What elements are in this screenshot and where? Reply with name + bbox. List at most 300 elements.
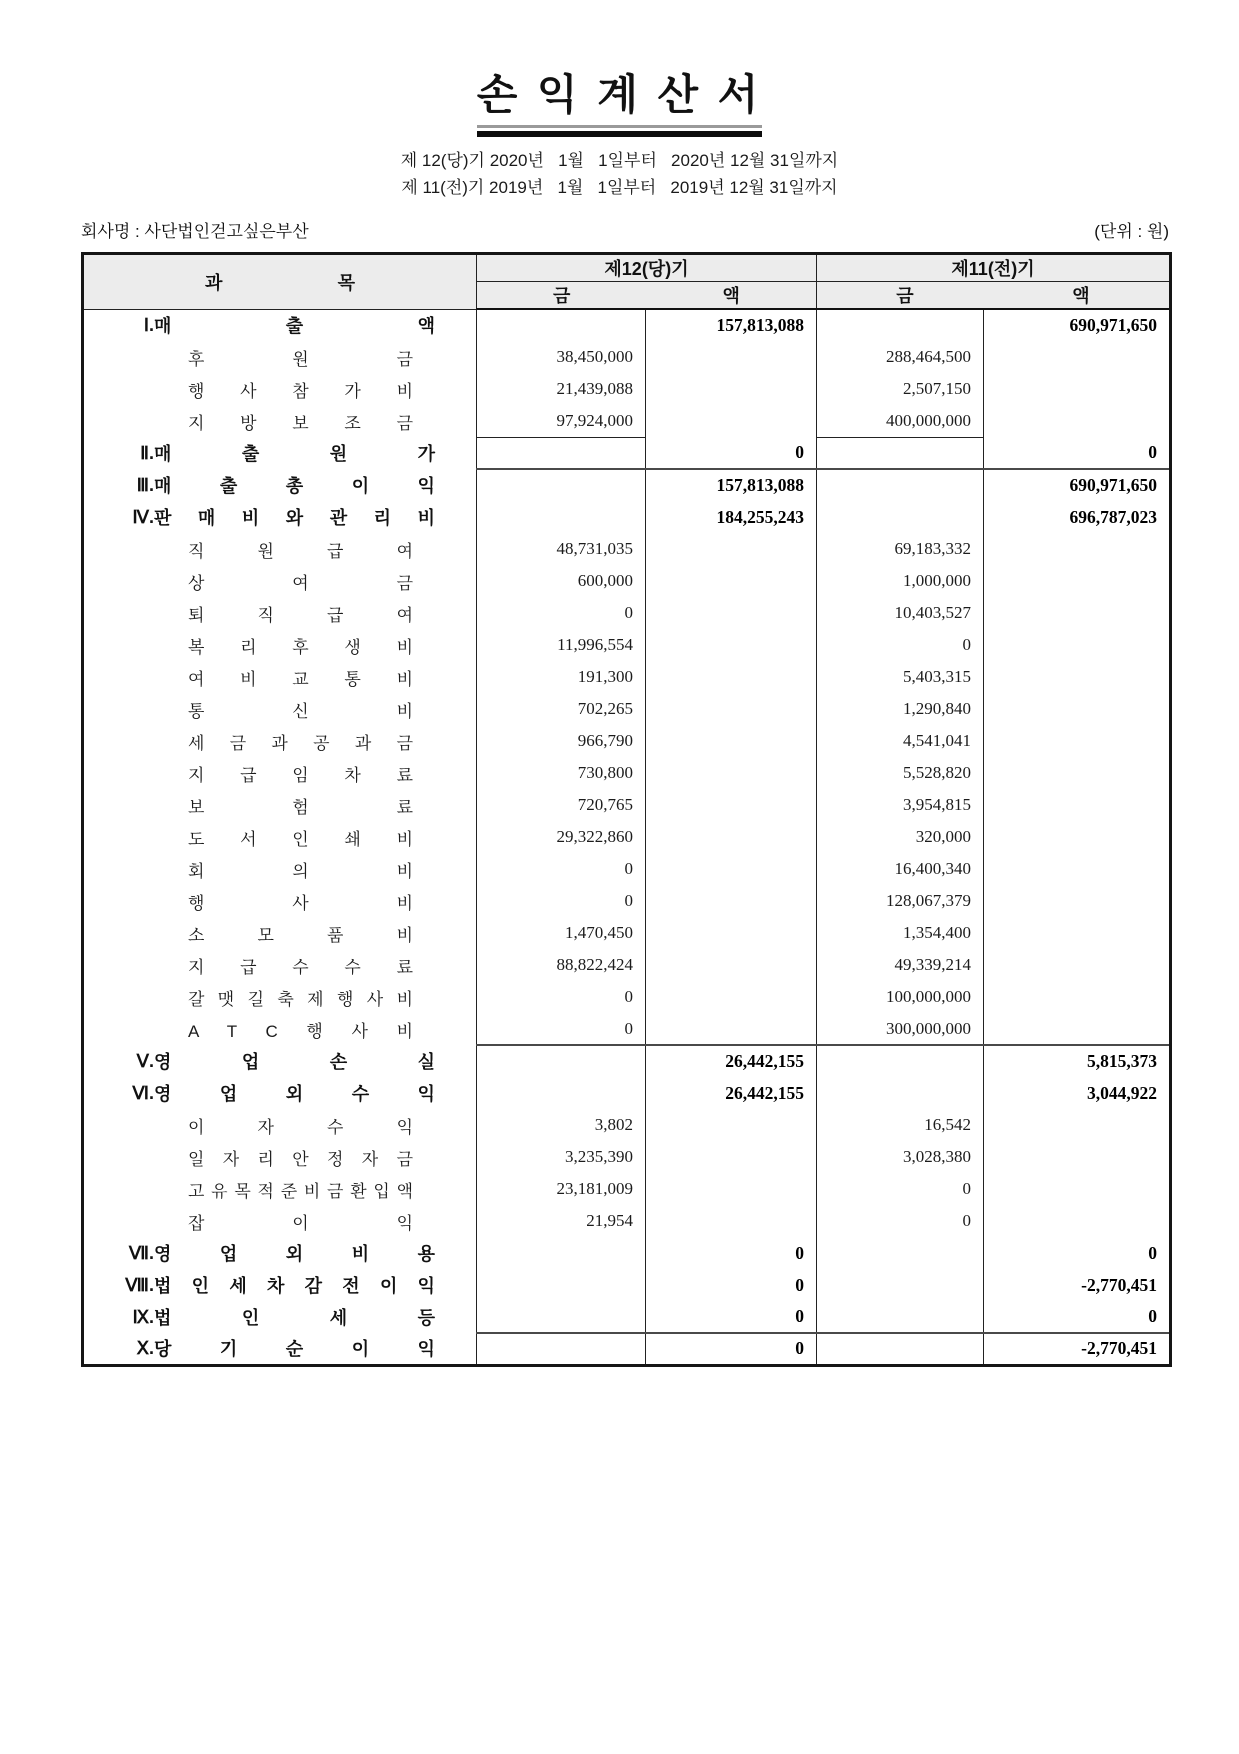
- amount-cell-current-detail: [477, 949, 646, 981]
- amount-cell-current-detail: [477, 1237, 646, 1269]
- amount-cell-current-total: [646, 725, 817, 757]
- amount-cell-current-total: [646, 693, 817, 725]
- table-row: [83, 1333, 1171, 1365]
- amount-value: 16,542: [924, 1115, 971, 1135]
- amount-cell-prior-detail: [817, 405, 984, 437]
- account-name: 법 인 세 차 감 전 이 익: [154, 1276, 435, 1297]
- amount-cell-prior-detail: [817, 629, 984, 661]
- account-cell: [83, 885, 477, 917]
- account-name: 행 사 참 가 비: [188, 381, 413, 401]
- amount-cell-current-total: [646, 565, 817, 597]
- amount-cell-current-total: [646, 1269, 817, 1301]
- amount-cell-prior-total: [984, 1045, 1171, 1077]
- amount-value: 128,067,379: [886, 891, 971, 911]
- account-name: 보 험 료: [188, 797, 413, 817]
- account-name: 도 서 인 쇄 비: [188, 829, 413, 849]
- amount-value: 690,971,650: [1069, 315, 1157, 336]
- amount-value: 10,403,527: [894, 603, 971, 623]
- account-cell: [83, 661, 477, 693]
- table-row: [83, 1045, 1171, 1077]
- amount-cell-prior-detail: [817, 981, 984, 1013]
- row-number: Ⅴ.: [136, 1050, 154, 1071]
- account-name: 지 급 임 차 료: [188, 765, 413, 785]
- account-name: 갈 맷 길 축 제 행 사 비: [188, 989, 413, 1009]
- amount-cell-current-total: [646, 597, 817, 629]
- amount-cell-current-detail: [477, 885, 646, 917]
- amount-value: 0: [624, 603, 633, 623]
- amount-value: 88,822,424: [556, 955, 633, 975]
- amount-cell-prior-detail: [817, 1333, 984, 1365]
- row-number: Ⅸ.: [132, 1306, 154, 1327]
- table-row: [83, 469, 1171, 501]
- account-cell: [83, 501, 477, 533]
- account-cell: [83, 853, 477, 885]
- account-cell: [83, 789, 477, 821]
- table-row: [83, 437, 1171, 469]
- amount-cell-prior-detail: [817, 373, 984, 405]
- amount-value: 23,181,009: [556, 1179, 633, 1199]
- account-name: 후 원 금: [188, 349, 413, 369]
- account-name: 판 매 비 와 관 리 비: [154, 508, 435, 529]
- amount-cell-prior-detail: [817, 693, 984, 725]
- row-number: Ⅱ.: [140, 442, 154, 463]
- amount-value: 720,765: [577, 795, 633, 815]
- amount-cell-current-detail: [477, 853, 646, 885]
- table-row: [83, 597, 1171, 629]
- amount-cell-prior-total: [984, 373, 1171, 405]
- account-name: 영 업 외 수 익: [154, 1084, 435, 1105]
- row-number: Ⅵ.: [132, 1082, 154, 1103]
- table-row: [83, 629, 1171, 661]
- account-name: 행 사 비: [188, 893, 413, 913]
- account-name: 법 인 세 등: [154, 1308, 435, 1329]
- amount-value: 49,339,214: [894, 955, 971, 975]
- account-name: 이 자 수 익: [188, 1117, 413, 1137]
- account-cell: [83, 949, 477, 981]
- table-row: [83, 917, 1171, 949]
- account-cell: [83, 1333, 477, 1365]
- amount-cell-current-total: [646, 437, 817, 469]
- amount-value: 5,403,315: [903, 667, 971, 687]
- amount-cell-current-detail: [477, 373, 646, 405]
- amount-cell-current-total: [646, 1301, 817, 1333]
- amount-cell-prior-detail: [817, 309, 984, 341]
- amount-cell-prior-detail: [817, 757, 984, 789]
- header-amount-prior-left: 금: [896, 286, 914, 307]
- amount-cell-current-total: [646, 757, 817, 789]
- amount-value: 696,787,023: [1069, 506, 1157, 527]
- amount-value: 0: [1148, 1242, 1157, 1263]
- row-number: Ⅷ.: [125, 1274, 154, 1295]
- account-cell: [83, 565, 477, 597]
- amount-cell-current-total: [646, 501, 817, 533]
- amount-value: 0: [624, 891, 633, 911]
- account-cell: [83, 1173, 477, 1205]
- table-row: [83, 661, 1171, 693]
- amount-cell-prior-total: [984, 1013, 1171, 1045]
- amount-cell-prior-detail: [817, 469, 984, 501]
- period-prior: 제 11(전)기 2019년 1월 1일부터 2019년 12월 31일까지: [401, 178, 838, 198]
- table-row: [83, 565, 1171, 597]
- amount-value: 0: [962, 635, 971, 655]
- account-cell: [83, 309, 477, 341]
- table-row: [83, 405, 1171, 437]
- amount-cell-current-total: [646, 405, 817, 437]
- account-name: 여 비 교 통 비: [188, 669, 413, 689]
- amount-value: 400,000,000: [886, 410, 971, 430]
- amount-value: 21,439,088: [556, 379, 633, 399]
- header-account-label: 과 목: [205, 272, 355, 293]
- account-cell: [83, 437, 477, 469]
- account-name: 지 급 수 수 료: [188, 957, 413, 977]
- account-name: 매 출 원 가: [154, 444, 435, 465]
- table-row: [83, 1173, 1171, 1205]
- amount-cell-prior-total: [984, 885, 1171, 917]
- account-name: 퇴 직 급 여: [188, 605, 413, 625]
- amount-cell-prior-detail: [817, 949, 984, 981]
- table-row: [83, 1141, 1171, 1173]
- amount-cell-current-detail: [477, 1141, 646, 1173]
- amount-value: 3,235,390: [565, 1147, 633, 1167]
- amount-cell-current-detail: [477, 1109, 646, 1141]
- amount-cell-prior-detail: [817, 789, 984, 821]
- table-row: [83, 1301, 1171, 1333]
- amount-cell-current-total: [646, 1109, 817, 1141]
- table-row: [83, 981, 1171, 1013]
- amount-cell-prior-total: [984, 405, 1171, 437]
- amount-cell-current-detail: [477, 629, 646, 661]
- amount-cell-prior-detail: [817, 725, 984, 757]
- amount-value: 100,000,000: [886, 987, 971, 1007]
- amount-cell-prior-detail: [817, 917, 984, 949]
- company-row: [81, 217, 1169, 242]
- amount-cell-current-detail: [477, 1333, 646, 1365]
- amount-cell-current-detail: [477, 501, 646, 533]
- amount-value: 0: [795, 1274, 804, 1295]
- amount-cell-current-total: [646, 981, 817, 1013]
- amount-value: 11,996,554: [557, 635, 633, 655]
- amount-cell-current-detail: [477, 1301, 646, 1333]
- account-cell: [83, 1269, 477, 1301]
- amount-value: 21,954: [586, 1211, 633, 1231]
- amount-cell-prior-total: [984, 789, 1171, 821]
- table-row: [83, 1205, 1171, 1237]
- reporting-periods: [0, 147, 1239, 201]
- amount-cell-prior-total: [984, 629, 1171, 661]
- amount-cell-current-total: [646, 1205, 817, 1237]
- amount-cell-current-detail: [477, 309, 646, 341]
- account-cell: [83, 533, 477, 565]
- header-current-period: 제12(당)기: [477, 254, 817, 282]
- amount-value: 0: [962, 1211, 971, 1231]
- table-header: [83, 254, 1171, 310]
- amount-value: 69,183,332: [894, 539, 971, 559]
- account-name: 당 기 순 이 익: [154, 1339, 435, 1360]
- amount-cell-current-total: [646, 373, 817, 405]
- header-amount-prior: [817, 282, 1171, 310]
- table-row: [83, 1269, 1171, 1301]
- amount-value: 5,528,820: [903, 763, 971, 783]
- amount-cell-prior-detail: [817, 853, 984, 885]
- amount-value: 0: [962, 1179, 971, 1199]
- amount-cell-current-total: [646, 1045, 817, 1077]
- amount-cell-prior-total: [984, 821, 1171, 853]
- table-row: [83, 373, 1171, 405]
- amount-value: 4,541,041: [903, 731, 971, 751]
- amount-value: 0: [795, 442, 804, 463]
- amount-cell-prior-total: [984, 565, 1171, 597]
- account-cell: [83, 1237, 477, 1269]
- account-cell: [83, 341, 477, 373]
- amount-cell-prior-detail: [817, 661, 984, 693]
- row-number: Ⅹ.: [136, 1337, 154, 1358]
- table-row: [83, 725, 1171, 757]
- amount-value: 730,800: [577, 763, 633, 783]
- amount-cell-prior-total: [984, 1237, 1171, 1269]
- account-name: 매 출 액: [154, 316, 435, 337]
- title-block: [0, 0, 1239, 137]
- amount-value: 0: [624, 1018, 633, 1038]
- amount-cell-current-total: [646, 661, 817, 693]
- amount-cell-prior-total: [984, 1077, 1171, 1109]
- amount-cell-prior-total: [984, 1205, 1171, 1237]
- amount-value: 3,044,922: [1087, 1082, 1157, 1103]
- amount-cell-prior-total: [984, 597, 1171, 629]
- amount-cell-current-detail: [477, 1269, 646, 1301]
- account-cell: [83, 469, 477, 501]
- amount-cell-current-total: [646, 1141, 817, 1173]
- table-row: [83, 821, 1171, 853]
- account-cell: [83, 629, 477, 661]
- amount-value: -2,770,451: [1081, 1338, 1157, 1359]
- amount-value: 0: [624, 987, 633, 1007]
- header-account: [83, 254, 477, 310]
- amount-cell-prior-detail: [817, 341, 984, 373]
- amount-value: 702,265: [577, 699, 633, 719]
- amount-value: 0: [624, 859, 633, 879]
- amount-cell-prior-total: [984, 757, 1171, 789]
- amount-cell-current-total: [646, 1013, 817, 1045]
- amount-cell-current-detail: [477, 597, 646, 629]
- amount-value: 0: [1148, 442, 1157, 463]
- account-cell: [83, 757, 477, 789]
- company-name-label: 회사명 : 사단법인걷고싶은부산: [81, 222, 309, 242]
- header-amount-current-right: 액: [722, 286, 740, 307]
- account-cell: [83, 405, 477, 437]
- account-name: 영 업 손 실: [154, 1052, 435, 1073]
- amount-cell-current-total: [646, 341, 817, 373]
- row-number: Ⅶ.: [128, 1242, 154, 1263]
- amount-cell-prior-detail: [817, 1173, 984, 1205]
- amount-cell-prior-detail: [817, 501, 984, 533]
- amount-cell-current-detail: [477, 1077, 646, 1109]
- amount-cell-prior-detail: [817, 885, 984, 917]
- amount-cell-current-detail: [477, 661, 646, 693]
- table-body: [83, 309, 1171, 1365]
- amount-cell-prior-total: [984, 1141, 1171, 1173]
- amount-value: 3,954,815: [903, 795, 971, 815]
- amount-cell-current-detail: [477, 693, 646, 725]
- account-cell: [83, 1109, 477, 1141]
- amount-cell-prior-total: [984, 341, 1171, 373]
- account-name: A T C 행 사 비: [188, 1021, 413, 1041]
- account-name: 소 모 품 비: [188, 925, 413, 945]
- amount-value: 600,000: [577, 571, 633, 591]
- amount-cell-prior-total: [984, 981, 1171, 1013]
- account-name: 일 자 리 안 정 자 금: [188, 1149, 413, 1169]
- amount-cell-prior-total: [984, 533, 1171, 565]
- amount-value: 48,731,035: [556, 539, 633, 559]
- amount-cell-prior-detail: [817, 565, 984, 597]
- account-name: 회 의 비: [188, 861, 413, 881]
- amount-value: 966,790: [577, 731, 633, 751]
- account-name: 잡 이 익: [188, 1213, 413, 1233]
- account-cell: [83, 1045, 477, 1077]
- amount-cell-current-detail: [477, 1013, 646, 1045]
- account-cell: [83, 1205, 477, 1237]
- table-row: [83, 309, 1171, 341]
- account-cell: [83, 725, 477, 757]
- header-amount-current: [477, 282, 817, 310]
- table-row: [83, 949, 1171, 981]
- amount-value: 16,400,340: [894, 859, 971, 879]
- amount-value: 690,971,650: [1069, 475, 1157, 496]
- amount-value: -2,770,451: [1081, 1274, 1157, 1295]
- amount-cell-prior-total: [984, 1333, 1171, 1365]
- amount-cell-prior-total: [984, 309, 1171, 341]
- table-row: [83, 885, 1171, 917]
- amount-value: 97,924,000: [556, 410, 633, 430]
- table-row: [83, 1013, 1171, 1045]
- account-cell: [83, 1013, 477, 1045]
- amount-value: 2,507,150: [903, 379, 971, 399]
- amount-cell-prior-detail: [817, 1013, 984, 1045]
- amount-cell-prior-total: [984, 1301, 1171, 1333]
- amount-cell-current-detail: [477, 821, 646, 853]
- row-number: Ⅳ.: [132, 506, 154, 527]
- account-name: 영 업 외 비 용: [154, 1244, 435, 1265]
- amount-value: 26,442,155: [725, 1082, 804, 1103]
- account-cell: [83, 821, 477, 853]
- amount-value: 1,470,450: [565, 923, 633, 943]
- row-number: Ⅲ.: [136, 474, 154, 495]
- amount-value: 5,815,373: [1087, 1051, 1157, 1072]
- account-cell: [83, 917, 477, 949]
- amount-value: 29,322,860: [556, 827, 633, 847]
- amount-cell-prior-total: [984, 661, 1171, 693]
- account-name: 통 신 비: [188, 701, 413, 721]
- row-number: Ⅰ.: [143, 314, 154, 335]
- amount-cell-current-total: [646, 1333, 817, 1365]
- account-name: 직 원 급 여: [188, 541, 413, 561]
- amount-cell-current-total: [646, 789, 817, 821]
- account-cell: [83, 373, 477, 405]
- amount-value: 1,000,000: [903, 571, 971, 591]
- amount-cell-prior-detail: [817, 533, 984, 565]
- amount-cell-current-detail: [477, 437, 646, 469]
- amount-cell-prior-total: [984, 1109, 1171, 1141]
- amount-cell-prior-total: [984, 469, 1171, 501]
- amount-cell-current-total: [646, 469, 817, 501]
- amount-cell-current-detail: [477, 1045, 646, 1077]
- amount-cell-current-detail: [477, 917, 646, 949]
- amount-cell-prior-detail: [817, 1205, 984, 1237]
- amount-value: 26,442,155: [725, 1051, 804, 1072]
- amount-cell-prior-detail: [817, 1141, 984, 1173]
- amount-value: 0: [1148, 1306, 1157, 1327]
- amount-cell-prior-total: [984, 693, 1171, 725]
- table-row: [83, 853, 1171, 885]
- account-name: 상 여 금: [188, 573, 413, 593]
- amount-value: 0: [795, 1242, 804, 1263]
- amount-value: 3,028,380: [903, 1147, 971, 1167]
- amount-cell-prior-detail: [817, 1077, 984, 1109]
- amount-cell-current-detail: [477, 533, 646, 565]
- header-amount-prior-right: 액: [1072, 286, 1090, 307]
- header-prior-period: 제11(전)기: [817, 254, 1171, 282]
- title-underline-thin: [477, 125, 763, 128]
- table-row: [83, 1237, 1171, 1269]
- page-title: [467, 72, 773, 137]
- amount-cell-prior-total: [984, 1269, 1171, 1301]
- unit-label: (단위 : 원): [1094, 222, 1169, 242]
- amount-cell-prior-detail: [817, 1237, 984, 1269]
- amount-cell-prior-total: [984, 949, 1171, 981]
- account-name: 고 유 목 적 준 비 금 환 입 액: [188, 1181, 413, 1201]
- amount-cell-prior-detail: [817, 1109, 984, 1141]
- amount-value: 1,290,840: [903, 699, 971, 719]
- amount-cell-current-detail: [477, 341, 646, 373]
- income-statement-table: [81, 252, 1172, 1367]
- amount-cell-current-total: [646, 309, 817, 341]
- amount-cell-prior-total: [984, 917, 1171, 949]
- account-cell: [83, 1301, 477, 1333]
- period-current: 제 12(당)기 2020년 1월 1일부터 2020년 12월 31일까지: [400, 151, 839, 171]
- amount-cell-current-detail: [477, 405, 646, 437]
- amount-cell-current-detail: [477, 757, 646, 789]
- amount-cell-current-total: [646, 949, 817, 981]
- amount-cell-prior-detail: [817, 1045, 984, 1077]
- account-name: 세 금 과 공 과 금: [188, 733, 413, 753]
- amount-cell-prior-total: [984, 853, 1171, 885]
- amount-cell-prior-detail: [817, 1301, 984, 1333]
- amount-value: 38,450,000: [556, 347, 633, 367]
- account-name: 매 출 총 이 익: [154, 476, 435, 497]
- amount-value: 300,000,000: [886, 1018, 971, 1038]
- amount-cell-current-total: [646, 885, 817, 917]
- amount-cell-prior-total: [984, 437, 1171, 469]
- table-row: [83, 341, 1171, 373]
- amount-cell-prior-detail: [817, 437, 984, 469]
- amount-cell-current-total: [646, 533, 817, 565]
- account-cell: [83, 597, 477, 629]
- amount-cell-current-total: [646, 821, 817, 853]
- amount-cell-current-total: [646, 853, 817, 885]
- account-name: 지 방 보 조 금: [188, 413, 413, 433]
- table-row: [83, 757, 1171, 789]
- account-name: 복 리 후 생 비: [188, 637, 413, 657]
- amount-cell-current-detail: [477, 789, 646, 821]
- amount-value: 288,464,500: [886, 347, 971, 367]
- page-title-text: 손 익 계 산 서: [476, 71, 763, 118]
- amount-value: 3,802: [594, 1115, 633, 1135]
- amount-cell-prior-detail: [817, 1269, 984, 1301]
- amount-value: 157,813,088: [716, 315, 804, 336]
- amount-cell-prior-total: [984, 501, 1171, 533]
- amount-cell-prior-detail: [817, 597, 984, 629]
- amount-cell-current-detail: [477, 725, 646, 757]
- amount-cell-current-detail: [477, 981, 646, 1013]
